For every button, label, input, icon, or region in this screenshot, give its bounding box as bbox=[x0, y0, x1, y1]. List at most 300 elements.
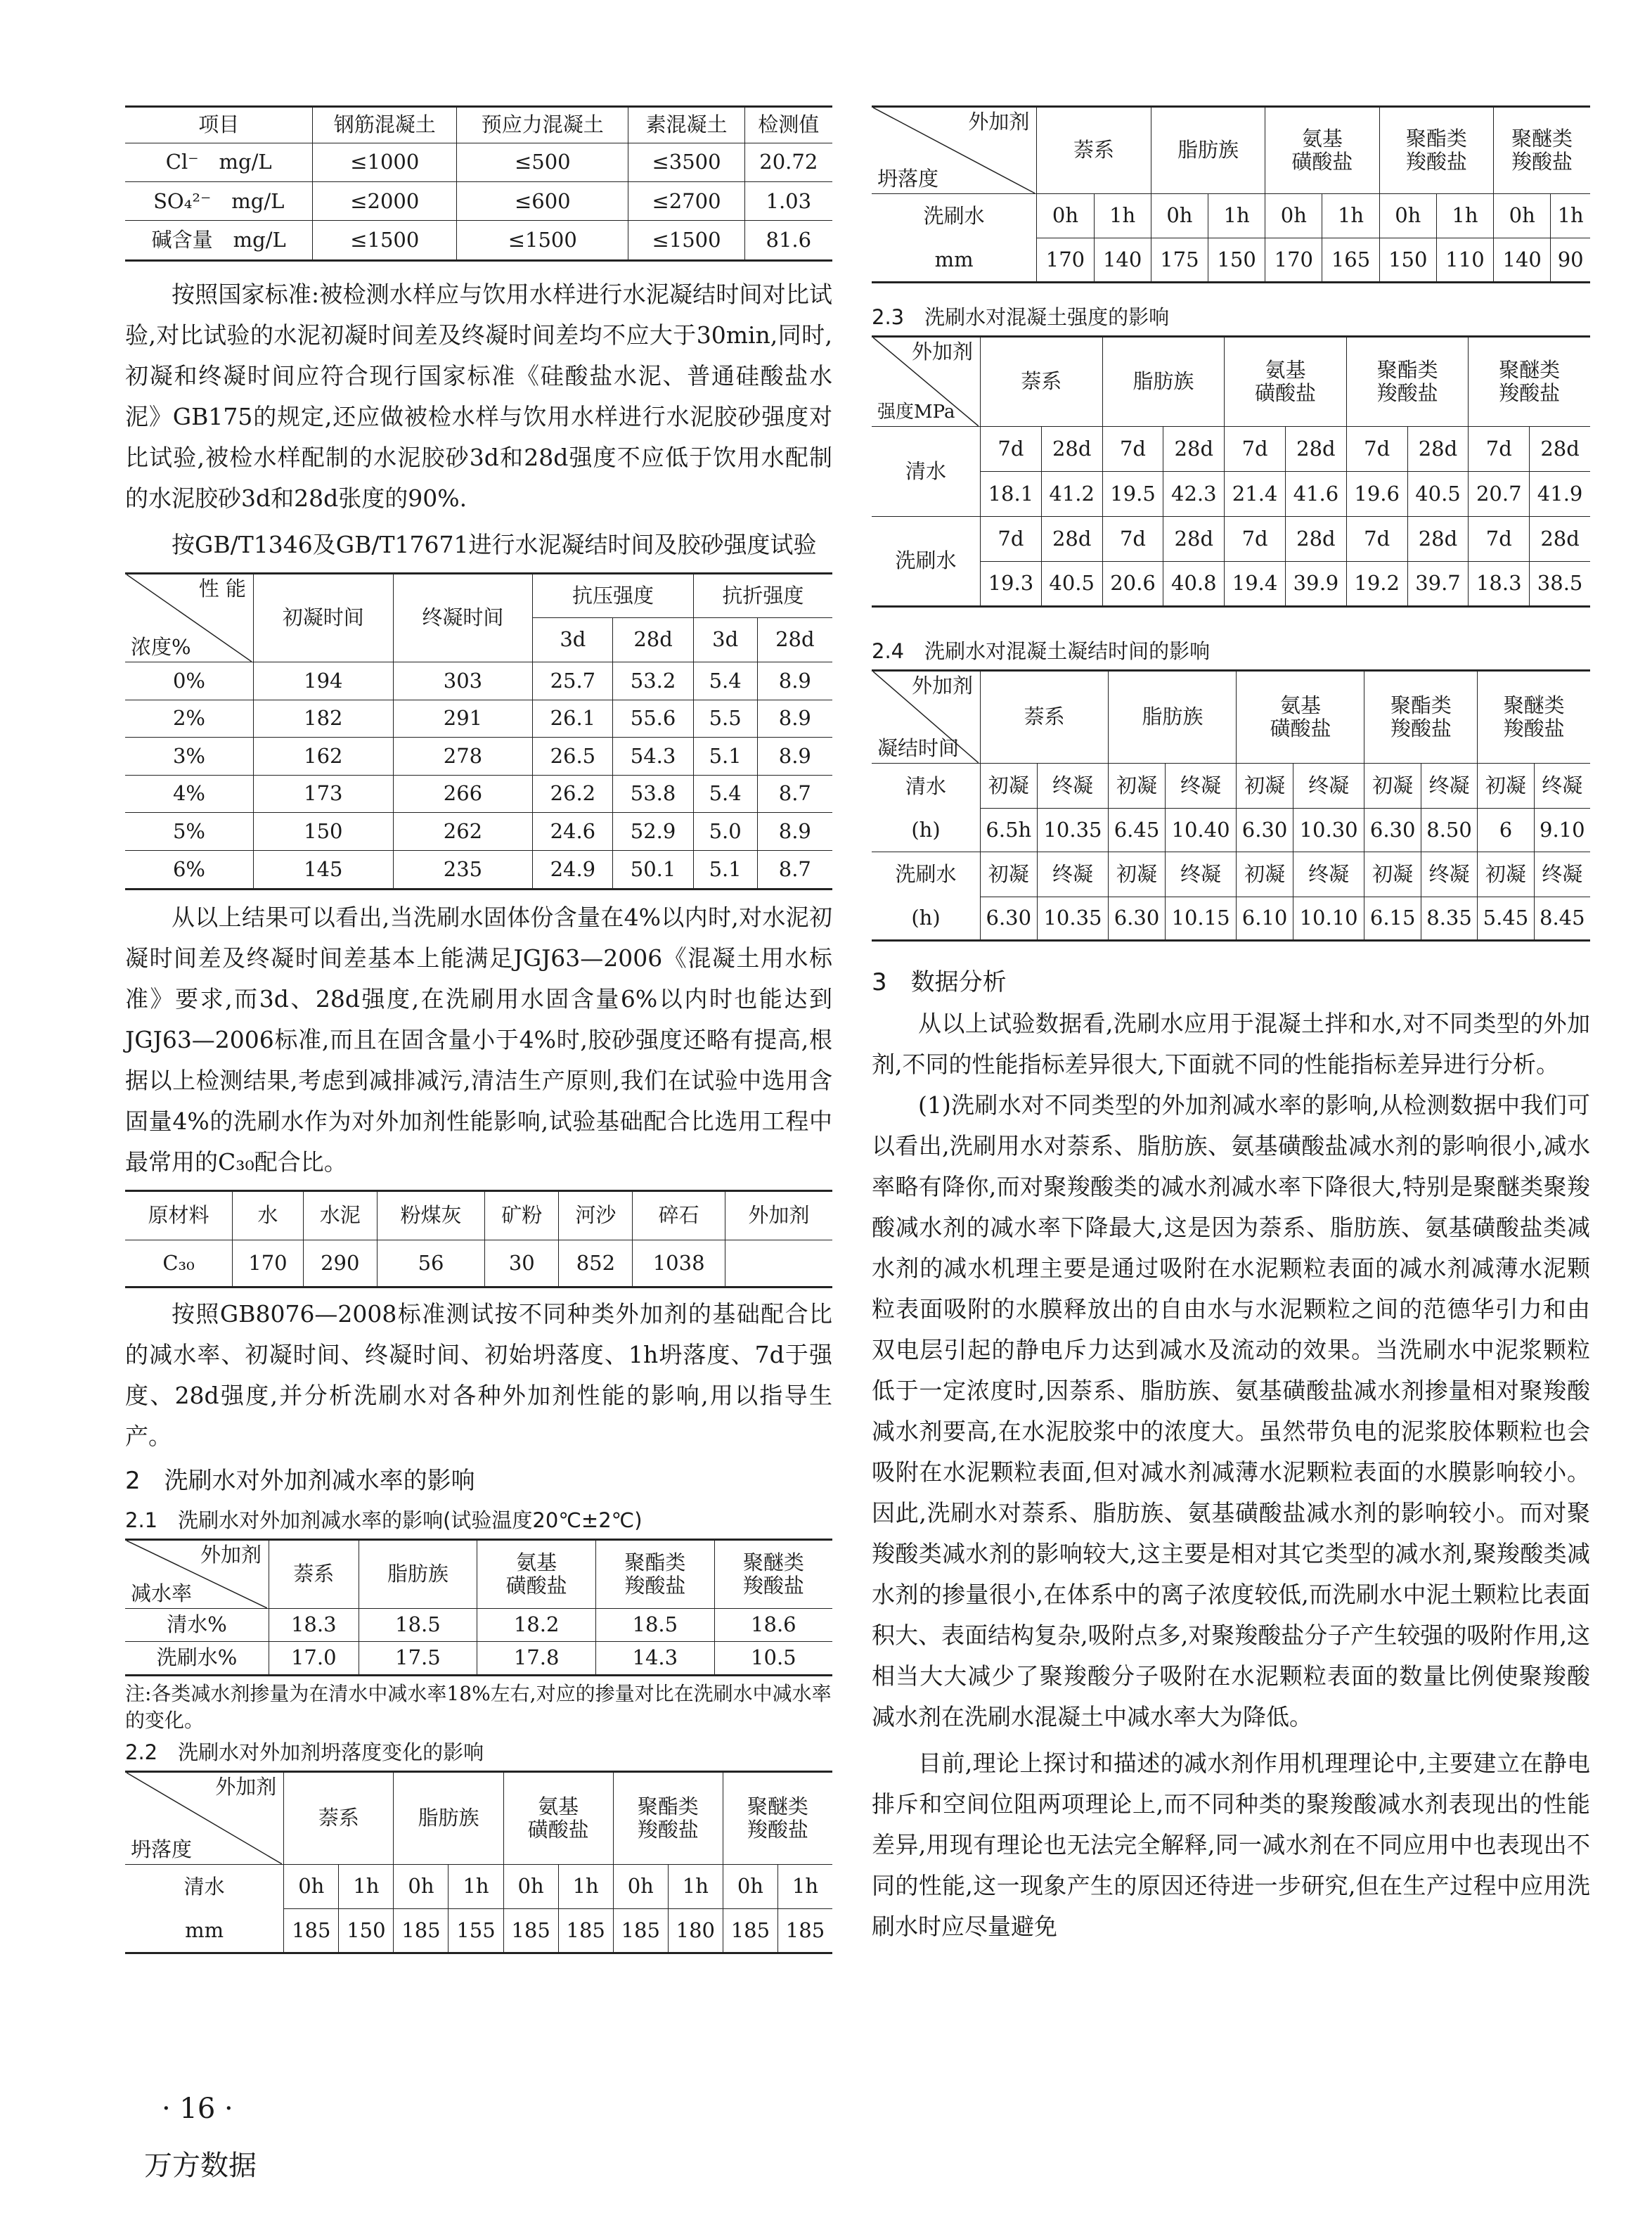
table-header-cell: 萘系 bbox=[981, 337, 1103, 427]
table-header-cell: 聚酯类 羧酸盐 bbox=[1379, 107, 1493, 194]
table-cell: 8.7 bbox=[757, 775, 832, 813]
table-cell: 6.10 bbox=[1237, 897, 1293, 941]
table-cell: 55.6 bbox=[613, 700, 693, 738]
table-cell: 28d bbox=[1407, 427, 1469, 472]
table-cell: 173 bbox=[254, 775, 394, 813]
table-cell: 1038 bbox=[633, 1240, 725, 1287]
table-cell: 26.2 bbox=[533, 775, 613, 813]
corner-label: 外加剂 bbox=[911, 340, 973, 364]
water-reduction-table bbox=[125, 1539, 832, 1676]
table-header-cell: 钢筋混凝土 bbox=[313, 107, 457, 143]
table-cell: 终凝 bbox=[1037, 852, 1109, 897]
table-cell: 终凝 bbox=[1293, 764, 1364, 809]
table-cell: 7d bbox=[1225, 517, 1286, 562]
table-cell: ≤600 bbox=[457, 182, 628, 221]
table-corner-cell bbox=[872, 671, 981, 764]
table-cell: 53.8 bbox=[613, 775, 693, 813]
table-cell: 终凝 bbox=[1293, 852, 1364, 897]
corner-label: 外加剂 bbox=[968, 110, 1030, 134]
table-header-cell: 3d bbox=[533, 618, 613, 662]
corner-label: 减水率 bbox=[131, 1581, 193, 1605]
slump-table-clear-water bbox=[125, 1771, 832, 1954]
table-cell: 初凝 bbox=[981, 764, 1038, 809]
table-header-cell: 氨基 磺酸盐 bbox=[477, 1540, 596, 1609]
table-corner-cell bbox=[125, 574, 254, 662]
table-cell: 10.5 bbox=[714, 1641, 832, 1675]
table-corner-cell bbox=[872, 337, 981, 427]
table-cell: 0h bbox=[1037, 194, 1094, 238]
table-cell: 175 bbox=[1151, 238, 1208, 283]
table-cell: 150 bbox=[339, 1909, 394, 1953]
table-cell: 170 bbox=[1265, 238, 1322, 283]
table-header-cell: 28d bbox=[613, 618, 693, 662]
table-cell: 0h bbox=[1379, 194, 1436, 238]
table-cell: 终凝 bbox=[1421, 764, 1477, 809]
table-cell: 1h bbox=[1436, 194, 1493, 238]
table-cell: 185 bbox=[284, 1909, 339, 1953]
table-cell: 19.2 bbox=[1346, 562, 1407, 607]
table-cell: 6.30 bbox=[1237, 809, 1293, 852]
table-cell: 40.5 bbox=[1041, 562, 1102, 607]
table-header-cell: 聚醚类 羧酸盐 bbox=[723, 1772, 832, 1865]
table-cell: 20.72 bbox=[744, 143, 832, 182]
right-column bbox=[872, 105, 1590, 1947]
table-cell: 1h bbox=[1322, 194, 1379, 238]
table-header-cell: 水 bbox=[233, 1191, 304, 1240]
table-header-cell: 矿粉 bbox=[485, 1191, 559, 1240]
table-header-cell: 素混凝土 bbox=[628, 107, 744, 143]
corner-label: 强度MPa bbox=[877, 402, 955, 423]
table-cell: 终凝 bbox=[1165, 852, 1237, 897]
table-cell: 5% bbox=[125, 813, 254, 851]
table-corner-cell bbox=[872, 107, 1037, 194]
table-cell: ≤1500 bbox=[628, 221, 744, 261]
table-cell: 28d bbox=[1041, 517, 1102, 562]
table-cell: 24.6 bbox=[533, 813, 613, 851]
table-cell: 1h bbox=[558, 1865, 613, 1909]
table-cell: 262 bbox=[393, 813, 533, 851]
paragraph-analysis-2: 目前,理论上探讨和描述的减水剂作用机理理论中,主要建立在静电排斥和空间位阻两项理论上,而不同种类的聚羧酸减水剂表现出的性能差异,用现有理论也无法完全解释,同一减水剂在不同应用中也表现出不同的性能,这一现象产生的原因还待进一步研究,但在生产过程中应用洗刷水时应尽量避免 bbox=[872, 1749, 1590, 1940]
table-header-cell: 脂肪族 bbox=[1151, 107, 1265, 194]
table-cell: 30 bbox=[485, 1240, 559, 1287]
row-label bbox=[872, 852, 981, 941]
row-label-unit: (h) bbox=[911, 906, 941, 930]
table-cell: 终凝 bbox=[1421, 852, 1477, 897]
table-cell: 10.40 bbox=[1165, 809, 1237, 852]
table-cell: 0h bbox=[503, 1865, 558, 1909]
corner-label: 性 能 bbox=[198, 577, 246, 601]
table-cell: 10.10 bbox=[1293, 897, 1364, 941]
table-cell: ≤2000 bbox=[313, 182, 457, 221]
paragraph-analysis-1: (1)洗刷水对不同类型的外加剂减水率的影响,从检测数据中我们可以看出,洗刷用水对萘系、脂肪族、氨基磺酸盐减水剂的影响很小,减水率略有降你,而对聚羧酸类的减水剂减水率下降很大,特别是聚醚类聚羧酸减水剂的减水率下降最大,这是因为萘系、脂肪族、氨基磺酸盐类减水剂的减水机理主要是通过吸附在水泥颗粒表面的减水剂减薄水泥颗粒表面吸附的水膜释放出的自由水与水泥颗粒之间的范德华引力和由双电层引起的静电斥力达到减水及流动的效果。当洗刷水中泥浆颗粒低于一定浓度时,因萘系、脂肪族、氨基磺酸盐减水剂掺量相对聚羧酸减水剂要高,在水泥胶浆中的浓度大。虽然带负电的泥浆胶体颗粒也会吸附在水泥颗粒表面,但对减水剂减薄水泥颗粒表面的水膜影响较小。因此,洗刷水对萘系、脂肪族、氨基磺酸盐减水剂的影响较小。而对聚羧酸类减水剂的影响较大,这主要是相对其它类型的减水剂,聚羧酸类减水剂的掺量很小,在体系中的离子浓度较低,而洗刷水中泥土颗粒比表面积大、表面结构复杂,吸附点多,对聚羧酸盐分子产生较强的吸附作用,这相当大大减少了聚羧酸分子吸附在水泥颗粒表面的数量比例使聚羧酸减水剂在洗刷水混凝土中减水率大为降低。 bbox=[872, 1091, 1590, 1730]
table-cell: 39.7 bbox=[1407, 562, 1469, 607]
table-cell: 38.5 bbox=[1530, 562, 1590, 607]
table-cell: 41.9 bbox=[1530, 472, 1590, 517]
table-cell: 0% bbox=[125, 662, 254, 700]
table-cell: 18.3 bbox=[1469, 562, 1530, 607]
table-cell: 28d bbox=[1163, 427, 1225, 472]
table-header-cell: 氨基 磺酸盐 bbox=[1265, 107, 1379, 194]
table-cell: 1h bbox=[1551, 194, 1590, 238]
left-column bbox=[125, 105, 832, 1954]
mix-proportion-table bbox=[125, 1190, 832, 1288]
table-cell: 150 bbox=[1379, 238, 1436, 283]
table-cell: 1h bbox=[1094, 194, 1151, 238]
table-cell: 5.4 bbox=[693, 775, 757, 813]
source-label: 万方数据 bbox=[144, 2150, 257, 2182]
table-cell: 7d bbox=[1469, 517, 1530, 562]
table-cell: ≤1500 bbox=[313, 221, 457, 261]
table-cell: 19.6 bbox=[1346, 472, 1407, 517]
table-cell: 17.0 bbox=[269, 1641, 359, 1675]
paragraph-standard: 按照国家标准:被检测水样应与饮用水样进行水泥凝结时间对比试验,对比试验的水泥初凝时间差及终凝时间差均不应大于30min,同时,初凝和终凝时间应符合现行国家标准《硅酸盐水泥、普通硅酸盐水泥》GB175的规定,还应做被检水样与饮用水样进行水泥胶砂强度对比试验,被检水样配制的水泥胶砂3d和28d强度不应低于饮用水配制的水泥胶砂3d和28d张度的90%. bbox=[125, 281, 832, 512]
table-cell: 10.30 bbox=[1293, 809, 1364, 852]
table-cell: 17.5 bbox=[359, 1641, 477, 1675]
table-cell: 42.3 bbox=[1163, 472, 1225, 517]
table-cell bbox=[725, 1240, 832, 1287]
table-cell: 初凝 bbox=[1478, 764, 1534, 809]
table-cell: 碱含量 mg/L bbox=[125, 221, 313, 261]
table-cell: 8.9 bbox=[757, 662, 832, 700]
table-cell: ≤1500 bbox=[457, 221, 628, 261]
table-note: 注:各类减水剂掺量为在清水中减水率18%左右,对应的掺量对比在洗刷水中减水率的变化。 bbox=[125, 1682, 832, 1732]
section-heading: 2 洗刷水对外加剂减水率的影响 bbox=[125, 1467, 475, 1495]
table-cell: 19.4 bbox=[1225, 562, 1286, 607]
table-header-cell: 脂肪族 bbox=[1109, 671, 1237, 764]
table-header-cell: 碎石 bbox=[633, 1191, 725, 1240]
table-cell: 28d bbox=[1407, 517, 1469, 562]
table-cell: 150 bbox=[254, 813, 394, 851]
table-header-cell: 原材料 bbox=[125, 1191, 233, 1240]
corner-label: 浓度% bbox=[131, 634, 191, 659]
table-header-cell: 28d bbox=[757, 618, 832, 662]
table-cell: 18.3 bbox=[269, 1609, 359, 1642]
table-cell: 28d bbox=[1163, 517, 1225, 562]
table-cell: 170 bbox=[233, 1240, 304, 1287]
table-cell: 140 bbox=[1094, 238, 1151, 283]
table-cell: 6.15 bbox=[1364, 897, 1421, 941]
table-row bbox=[125, 182, 832, 221]
table-cell: 185 bbox=[613, 1909, 668, 1953]
paragraph-test-method: 按GB/T1346及GB/T17671进行水泥凝结时间及胶砂强度试验 bbox=[172, 531, 817, 558]
table-cell: 28d bbox=[1530, 427, 1590, 472]
table-cell: 初凝 bbox=[1478, 852, 1534, 897]
table-cell: 6.5h bbox=[981, 809, 1038, 852]
table-cell: 53.2 bbox=[613, 662, 693, 700]
table-cell: 17.8 bbox=[477, 1641, 596, 1675]
table-row bbox=[125, 1609, 832, 1642]
table-cell: ≤3500 bbox=[628, 143, 744, 182]
table-cell: 18.1 bbox=[981, 472, 1042, 517]
subsection-heading: 2.2 洗刷水对外加剂坍落度变化的影响 bbox=[125, 1740, 484, 1764]
table-cell: 185 bbox=[777, 1909, 832, 1953]
table-cell: 初凝 bbox=[1237, 852, 1293, 897]
paragraph-analysis-intro: 从以上试验数据看,洗刷水应用于混凝土拌和水,对不同类型的外加剂,不同的性能指标差异很大,下面就不同的性能指标差异进行分析。 bbox=[872, 1010, 1590, 1078]
table-cell: 7d bbox=[981, 427, 1042, 472]
table-cell: 81.6 bbox=[744, 221, 832, 261]
table-header-cell: 脂肪族 bbox=[359, 1540, 477, 1609]
table-cell: 6.45 bbox=[1109, 809, 1165, 852]
table-cell: ≤500 bbox=[457, 143, 628, 182]
table-row bbox=[125, 813, 832, 851]
table-cell: 19.3 bbox=[981, 562, 1042, 607]
table-header-cell: 萘系 bbox=[284, 1772, 394, 1865]
table-row bbox=[125, 221, 832, 261]
table-cell: 150 bbox=[1208, 238, 1265, 283]
paragraph-results: 从以上结果可以看出,当洗刷水固体份含量在4%以内时,对水泥初凝时间差及终凝时间差基本上能满足JGJ63—2006《混凝土用水标准》要求,而3d、28d强度,在洗刷用水固含量6%以内时也能达到JGJ63—2006标准,而且在固含量小于4%时,胶砂强度还略有提高,根据以上检测结果,考虑到减排减污,清洁生产原则,我们在试验中选用含固量4%的洗刷水作为对外加剂性能影响,试验基础配合比选用工程中最常用的C₃₀配合比。 bbox=[125, 904, 832, 1176]
table-header-cell: 终凝时间 bbox=[393, 574, 533, 662]
corner-label: 凝结时间 bbox=[877, 736, 960, 760]
table-cell: 852 bbox=[559, 1240, 633, 1287]
table-cell: 7d bbox=[1102, 427, 1163, 472]
table-cell: 9.10 bbox=[1534, 809, 1590, 852]
table-cell: 终凝 bbox=[1534, 852, 1590, 897]
row-label-text: 清水 bbox=[183, 1875, 225, 1899]
table-header-cell: 抗压强度 bbox=[533, 574, 693, 618]
table-cell: 185 bbox=[503, 1909, 558, 1953]
table-cell: 7d bbox=[1469, 427, 1530, 472]
slump-table-wash-water bbox=[872, 105, 1590, 283]
table-cell: 初凝 bbox=[1364, 764, 1421, 809]
table-cell: 28d bbox=[1041, 427, 1102, 472]
table-cell: 155 bbox=[449, 1909, 503, 1953]
table-header-cell: 聚醚类 羧酸盐 bbox=[1469, 337, 1590, 427]
table-cell: 21.4 bbox=[1225, 472, 1286, 517]
table-cell: 20.7 bbox=[1469, 472, 1530, 517]
table-header-cell: 萘系 bbox=[269, 1540, 359, 1609]
row-label-text: 洗刷水 bbox=[895, 862, 957, 886]
row-label-unit: (h) bbox=[911, 817, 941, 842]
table-cell: 180 bbox=[668, 1909, 723, 1953]
row-label bbox=[872, 764, 981, 852]
section-heading: 3 数据分析 bbox=[872, 968, 1007, 996]
table-cell: ≤2700 bbox=[628, 182, 744, 221]
table-cell: 40.5 bbox=[1407, 472, 1469, 517]
table-row bbox=[125, 1240, 832, 1287]
row-label bbox=[872, 194, 1037, 283]
table-cell: 4% bbox=[125, 775, 254, 813]
table-cell: 194 bbox=[254, 662, 394, 700]
table-row bbox=[125, 662, 832, 700]
table-cell: 41.2 bbox=[1041, 472, 1102, 517]
table-cell: 初凝 bbox=[1237, 764, 1293, 809]
table-cell: 初凝 bbox=[1109, 764, 1165, 809]
table-cell: 终凝 bbox=[1037, 764, 1109, 809]
table-cell: 18.2 bbox=[477, 1609, 596, 1642]
table-cell: 54.3 bbox=[613, 738, 693, 776]
table-cell: 291 bbox=[393, 700, 533, 738]
table-header-cell: 粉煤灰 bbox=[377, 1191, 484, 1240]
table-cell: 5.4 bbox=[693, 662, 757, 700]
table-cell: 5.5 bbox=[693, 700, 757, 738]
corner-label: 外加剂 bbox=[911, 674, 973, 698]
row-label-unit: mm bbox=[934, 248, 974, 271]
corner-label: 外加剂 bbox=[215, 1775, 277, 1799]
table-cell: 5.45 bbox=[1478, 897, 1534, 941]
table-row bbox=[125, 143, 832, 182]
table-cell: 1h bbox=[449, 1865, 503, 1909]
table-row bbox=[125, 738, 832, 776]
table-header-cell: 初凝时间 bbox=[254, 574, 394, 662]
table-header-cell: 检测值 bbox=[744, 107, 832, 143]
table-cell: 290 bbox=[303, 1240, 377, 1287]
table-row bbox=[125, 775, 832, 813]
table-cell: 8.9 bbox=[757, 700, 832, 738]
row-label-text: 清水 bbox=[905, 773, 946, 798]
table-cell: 7d bbox=[1102, 517, 1163, 562]
table-cell: 7d bbox=[981, 517, 1042, 562]
table-cell: 303 bbox=[393, 662, 533, 700]
table-row bbox=[125, 1641, 832, 1675]
table-cell: 162 bbox=[254, 738, 394, 776]
table-header-cell: 3d bbox=[693, 618, 757, 662]
table-cell: 8.45 bbox=[1534, 897, 1590, 941]
table-cell: 1h bbox=[668, 1865, 723, 1909]
table-header-cell: 聚酯类 羧酸盐 bbox=[595, 1540, 714, 1609]
table-cell: ≤1000 bbox=[313, 143, 457, 182]
table-cell: 235 bbox=[393, 850, 533, 889]
table-cell: 终凝 bbox=[1165, 764, 1237, 809]
table-cell: 165 bbox=[1322, 238, 1379, 283]
table-cell: 2% bbox=[125, 700, 254, 738]
table-cell: 56 bbox=[377, 1240, 484, 1287]
table-header-cell: 聚醚类 羧酸盐 bbox=[1494, 107, 1590, 194]
paragraph-gb8076: 按照GB8076—2008标准测试按不同种类外加剂的基础配合比的减水率、初凝时间、终凝时间、初始坍落度、1h坍落度、7d于强度、28d强度,并分析洗刷水对各种外加剂性能的影响,用以指导生产。 bbox=[125, 1300, 832, 1450]
table-cell: 90 bbox=[1551, 238, 1590, 283]
row-label-text: 洗刷水 bbox=[923, 204, 985, 228]
table-cell: 19.5 bbox=[1102, 472, 1163, 517]
table-cell: 5.0 bbox=[693, 813, 757, 851]
table-cell: SO₄²⁻ mg/L bbox=[125, 182, 313, 221]
table-header-cell: 氨基 磺酸盐 bbox=[1225, 337, 1347, 427]
table-cell: 25.7 bbox=[533, 662, 613, 700]
table-cell: 1h bbox=[1208, 194, 1265, 238]
table-header-cell: 氨基 磺酸盐 bbox=[1237, 671, 1364, 764]
table-cell: 41.6 bbox=[1285, 472, 1346, 517]
table-cell: 26.5 bbox=[533, 738, 613, 776]
table-corner-cell bbox=[125, 1540, 269, 1609]
table-cell: 140 bbox=[1494, 238, 1551, 283]
table-row bbox=[125, 850, 832, 889]
table-header-cell: 脂肪族 bbox=[1102, 337, 1225, 427]
row-label: 清水 bbox=[872, 427, 981, 517]
table-header-cell: 萘系 bbox=[1037, 107, 1151, 194]
table-header-cell: 脂肪族 bbox=[394, 1772, 503, 1865]
table-cell: 清水% bbox=[125, 1609, 269, 1642]
table-header-cell: 聚醚类 羧酸盐 bbox=[714, 1540, 832, 1609]
table-cell: 初凝 bbox=[1109, 852, 1165, 897]
table-cell: 18.6 bbox=[714, 1609, 832, 1642]
table-cell: 8.9 bbox=[757, 813, 832, 851]
table-cell: 1h bbox=[777, 1865, 832, 1909]
table-cell: 20.6 bbox=[1102, 562, 1163, 607]
table-cell: 5.1 bbox=[693, 850, 757, 889]
table-cell: 终凝 bbox=[1534, 764, 1590, 809]
table-cell: 8.7 bbox=[757, 850, 832, 889]
table-cell: 18.5 bbox=[359, 1609, 477, 1642]
table-cell: 0h bbox=[1494, 194, 1551, 238]
table-header-cell: 项目 bbox=[125, 107, 313, 143]
table-cell: 8.35 bbox=[1421, 897, 1477, 941]
table-cell: 0h bbox=[613, 1865, 668, 1909]
table-header-cell: 聚酯类 羧酸盐 bbox=[613, 1772, 723, 1865]
setting-time-table bbox=[872, 669, 1590, 942]
table-cell: 6.30 bbox=[1364, 809, 1421, 852]
table-cell: 6% bbox=[125, 850, 254, 889]
table-cell: 0h bbox=[1151, 194, 1208, 238]
table-cell: C₃₀ bbox=[125, 1240, 233, 1287]
table-cell: 28d bbox=[1285, 427, 1346, 472]
table-cell: 洗刷水% bbox=[125, 1641, 269, 1675]
table-cell: 5.1 bbox=[693, 738, 757, 776]
table-cell: 0h bbox=[1265, 194, 1322, 238]
table-header-cell: 水泥 bbox=[303, 1191, 377, 1240]
table-cell: 24.9 bbox=[533, 850, 613, 889]
corner-label: 外加剂 bbox=[200, 1543, 262, 1567]
table-cell: 0h bbox=[723, 1865, 777, 1909]
table-cell: 0h bbox=[284, 1865, 339, 1909]
table-cell: 39.9 bbox=[1285, 562, 1346, 607]
table-cell: 26.1 bbox=[533, 700, 613, 738]
table-cell: 6 bbox=[1478, 809, 1534, 852]
row-label: 洗刷水 bbox=[872, 517, 981, 607]
table-cell: 10.35 bbox=[1037, 897, 1109, 941]
table-header-cell: 河沙 bbox=[559, 1191, 633, 1240]
table-header-cell: 聚酯类 羧酸盐 bbox=[1364, 671, 1478, 764]
table-header-cell: 聚酯类 羧酸盐 bbox=[1346, 337, 1469, 427]
corner-label: 坍落度 bbox=[131, 1837, 193, 1861]
corner-label: 坍落度 bbox=[877, 166, 939, 191]
table-cell: 初凝 bbox=[981, 852, 1038, 897]
table-cell: 6.30 bbox=[981, 897, 1038, 941]
table-cell: 278 bbox=[393, 738, 533, 776]
table-header-cell: 聚醚类 羧酸盐 bbox=[1478, 671, 1590, 764]
table-cell: 110 bbox=[1436, 238, 1493, 283]
table-cell: 7d bbox=[1225, 427, 1286, 472]
table-cell: 1.03 bbox=[744, 182, 832, 221]
table-cell: 7d bbox=[1346, 427, 1407, 472]
table-cell: 50.1 bbox=[613, 850, 693, 889]
row-label bbox=[125, 1865, 284, 1953]
table-cell: 266 bbox=[393, 775, 533, 813]
subsection-heading: 2.1 洗刷水对外加剂减水率的影响(试验温度20℃±2℃) bbox=[125, 1508, 643, 1532]
page-number: · 16 · bbox=[162, 2093, 233, 2125]
table-cell: 185 bbox=[394, 1909, 449, 1953]
table-cell: 8.50 bbox=[1421, 809, 1477, 852]
table-cell: 170 bbox=[1037, 238, 1094, 283]
table-cell: 0h bbox=[394, 1865, 449, 1909]
subsection-heading: 2.3 洗刷水对混凝土强度的影响 bbox=[872, 305, 1170, 329]
subsection-heading: 2.4 洗刷水对混凝土凝结时间的影响 bbox=[872, 639, 1211, 663]
table-cell: 40.8 bbox=[1163, 562, 1225, 607]
table-cell: 8.9 bbox=[757, 738, 832, 776]
table-cell: 3% bbox=[125, 738, 254, 776]
concentration-table bbox=[125, 572, 832, 890]
table-cell: 145 bbox=[254, 850, 394, 889]
table-cell: 10.15 bbox=[1165, 897, 1237, 941]
table-corner-cell bbox=[125, 1772, 284, 1865]
table-cell: 1h bbox=[339, 1865, 394, 1909]
table-header-cell: 萘系 bbox=[981, 671, 1109, 764]
table-cell: 初凝 bbox=[1364, 852, 1421, 897]
table-cell: 185 bbox=[723, 1909, 777, 1953]
table-header-cell: 外加剂 bbox=[725, 1191, 832, 1240]
strength-table bbox=[872, 335, 1590, 608]
table-cell: 7d bbox=[1346, 517, 1407, 562]
table-header-cell: 预应力混凝土 bbox=[457, 107, 628, 143]
table-cell: 10.35 bbox=[1037, 809, 1109, 852]
table-cell: 185 bbox=[558, 1909, 613, 1953]
